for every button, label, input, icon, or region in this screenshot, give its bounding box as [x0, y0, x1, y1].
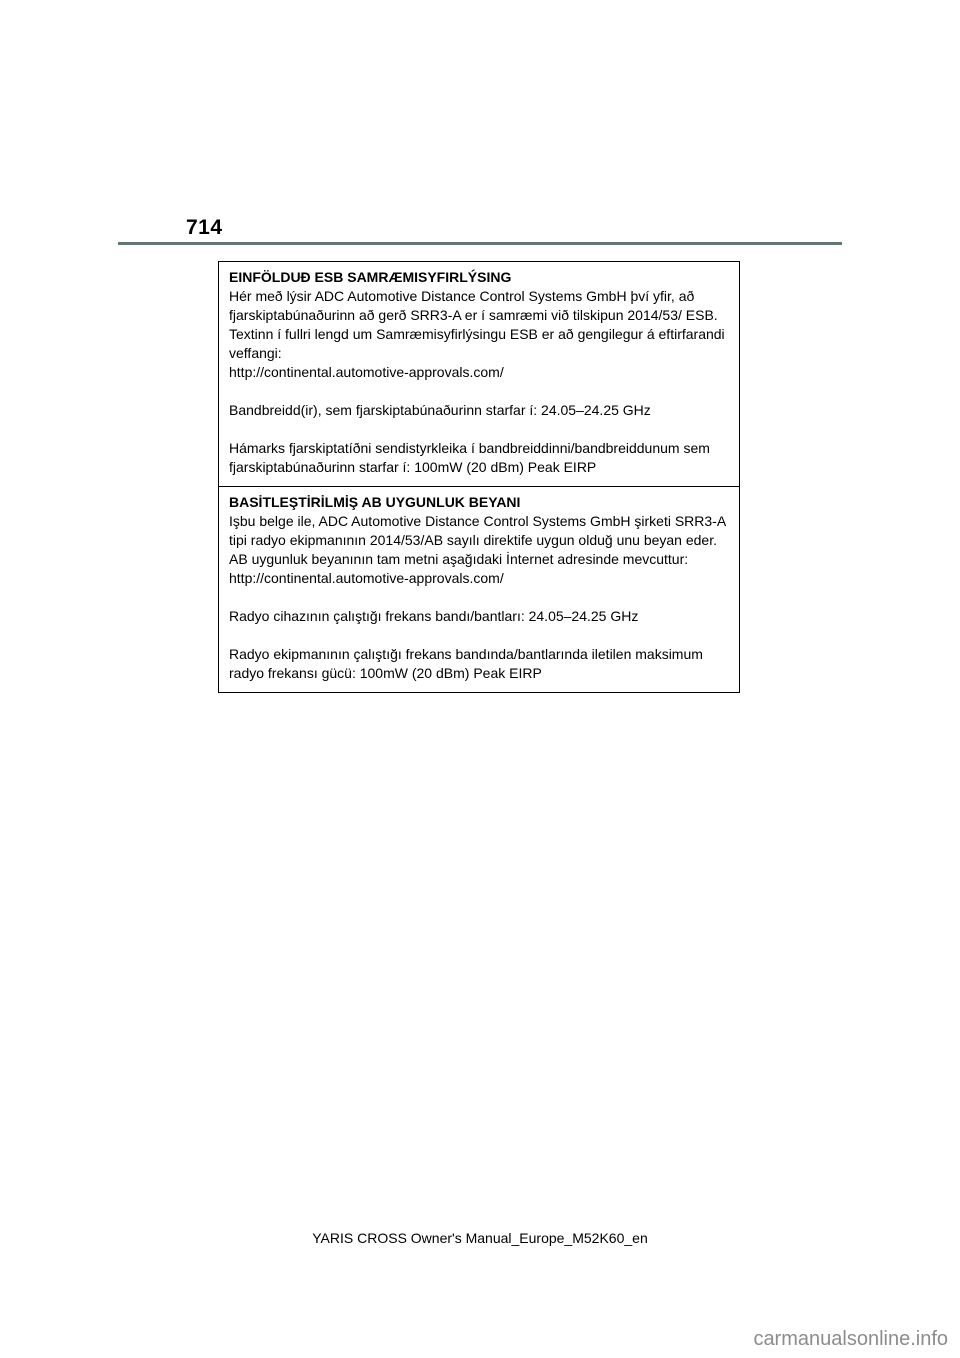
- page-number: 714: [186, 216, 223, 239]
- section-icelandic: [219, 262, 739, 486]
- frequency-band-text: Bandbreidd(ir), sem fjarskiptabúnaðurinn starfar í: 24.05–24.25 GHz: [229, 402, 651, 418]
- declaration-text: Işbu belge ile, ADC Automotive Distance Control Systems GmbH şirketi SRR3-A tipi radyo ekipmanının 2014/53/AB sayılı direktife uygun olduğ unu beyan eder. AB uygunluk beyanının tam metni aşağıdaki İnternet adresinde mevcuttur:: [229, 513, 726, 567]
- max-power-text: Hámarks fjarskiptatíðni sendistyrkleika í bandbreiddinni/bandbreiddunum sem fjarskiptabúnaðurinn starfar í: 100mW (20 dBm) Peak EIRP: [229, 440, 710, 475]
- declaration-text: Hér með lýsir ADC Automotive Distance Control Systems GmbH því yfir, að fjarskiptabúnaðurinn að gerð SRR3-A er í samræmi við tilskipun 2014/53/ ESB. Textinn í fullri lengd um Samræmisyfirlýsingu ESB er að gengilegur á eftirfarandi veffangi:: [229, 288, 725, 361]
- declaration-url: http://continental.automotive-approvals.com/: [229, 570, 504, 586]
- section-turkish: [219, 486, 739, 692]
- section-title: BASİTLEŞTİRİLMİŞ AB UYGUNLUK BEYANI: [229, 494, 521, 510]
- footer-text: YARIS CROSS Owner's Manual_Europe_M52K60_en: [312, 1230, 648, 1246]
- watermark: carmanualsonline.info: [753, 1328, 948, 1350]
- declaration-box: [218, 261, 740, 693]
- declaration-url: http://continental.automotive-approvals.com/: [229, 364, 504, 380]
- section-title: EINFÖLDUÐ ESB SAMRÆMISYFIRLÝSING: [229, 269, 512, 285]
- header-rule: [118, 242, 842, 245]
- frequency-band-text: Radyo cihazının çalıştığı frekans bandı/bantları: 24.05–24.25 GHz: [229, 608, 639, 624]
- max-power-text: Radyo ekipmanının çalıştığı frekans bandında/bantlarında iletilen maksimum radyo frekansı gücü: 100mW (20 dBm) Peak EIRP: [229, 646, 703, 681]
